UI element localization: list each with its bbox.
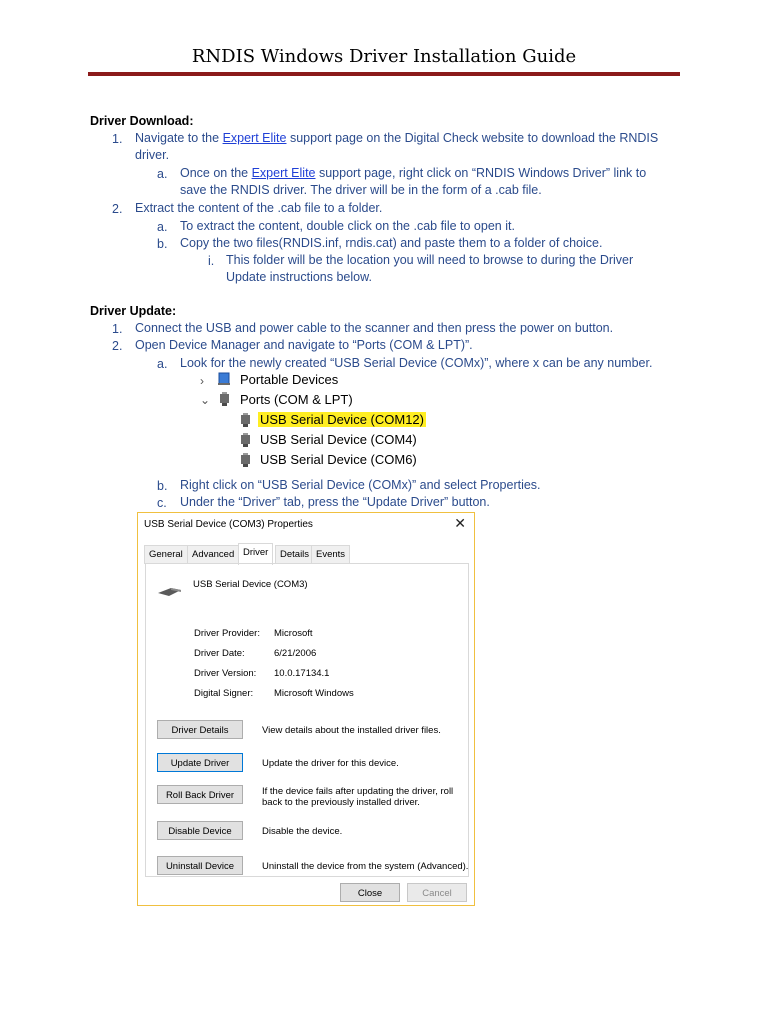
chevron-down-icon[interactable]: ⌄ [200,393,211,407]
step-text: support page, right click on “RNDIS Windows Driver” link to [315,166,647,180]
section-heading-update: Driver Update: [90,304,177,318]
download-step-2a: To extract the content, double click on the .cab file to open it. [180,219,515,233]
update-step-2b: Right click on “USB Serial Device (COMx)” and select Properties. [180,478,541,492]
list-number: 2. [112,339,123,353]
update-step-2a: Look for the newly created “USB Serial Device (COMx)”, where x can be any number. [180,356,653,370]
tree-item-usb-serial-device[interactable]: USB Serial Device (COM12) [260,412,424,427]
action-description: Uninstall the device from the system (Advanced). [262,861,469,872]
update-step-1: Connect the USB and power cable to the scanner and then press the power on button. [135,321,614,335]
action-description: back to the previously installed driver. [262,797,420,808]
tab-advanced[interactable]: Advanced [187,545,239,564]
step-text: Once on the [180,166,252,180]
driver-details-button[interactable]: Driver Details [157,720,243,739]
prop-value: 10.0.17134.1 [274,668,330,679]
list-letter: a. [157,167,168,181]
port-icon [240,433,251,447]
list-number: 1. [112,132,123,146]
list-letter: a. [157,220,168,234]
list-number: 1. [112,322,123,336]
expert-elite-link[interactable]: Expert Elite [251,166,316,180]
step-text: support page on the Digital Check website to download the RNDIS [286,131,659,145]
portable-device-icon [217,372,231,386]
usb-device-icon [157,584,183,598]
device-name: USB Serial Device (COM3) [193,579,308,590]
prop-label: Driver Version: [194,668,257,679]
list-letter: a. [157,357,168,371]
prop-value: 6/21/2006 [274,648,317,659]
prop-label: Digital Signer: [194,688,254,699]
update-step-2: Open Device Manager and navigate to “Ports (COM & LPT)”. [135,338,473,352]
tree-item-usb-serial-device[interactable]: USB Serial Device (COM4) [260,432,417,447]
port-icon [219,392,230,406]
download-step-1 [135,130,658,147]
prop-value: Microsoft Windows [274,688,354,699]
download-step-2bi-cont: Update instructions below. [226,270,372,284]
download-step-2b: Copy the two files(RNDIS.inf, rndis.cat) and paste them to a folder of choice. [180,236,603,250]
port-icon [240,413,251,427]
prop-label: Driver Date: [194,648,245,659]
action-description: If the device fails after updating the driver, roll [262,786,454,797]
dialog-title: USB Serial Device (COM3) Properties [144,519,313,530]
list-letter: c. [157,496,167,510]
prop-label: Driver Provider: [194,628,260,639]
tree-item-ports[interactable]: Ports (COM & LPT) [240,392,353,407]
download-step-1a [180,165,646,182]
tab-general[interactable]: General [144,545,188,564]
tree-item-usb-serial-device[interactable]: USB Serial Device (COM6) [260,452,417,467]
disable-device-button[interactable]: Disable Device [157,821,243,840]
chevron-right-icon[interactable]: › [200,374,204,388]
list-number: 2. [112,202,123,216]
download-step-2: Extract the content of the .cab file to a folder. [135,201,383,215]
list-roman: i. [208,254,215,268]
driver-tab-panel [145,563,469,877]
section-heading-download: Driver Download: [90,114,194,128]
uninstall-device-button[interactable]: Uninstall Device [157,856,243,875]
title-divider [88,72,680,76]
roll-back-driver-button[interactable]: Roll Back Driver [157,785,243,804]
tab-events[interactable]: Events [311,545,350,564]
document-title: RNDIS Windows Driver Installation Guide [191,46,577,67]
action-description: View details about the installed driver files. [262,725,441,736]
download-step-1-cont: driver. [135,148,170,162]
update-step-2c: Under the “Driver” tab, press the “Update Driver” button. [180,495,490,509]
cancel-button[interactable]: Cancel [407,883,467,902]
close-icon[interactable]: ✕ [454,515,466,531]
prop-value: Microsoft [274,628,313,639]
port-icon [240,453,251,467]
expert-elite-link[interactable]: Expert Elite [222,131,287,145]
download-step-2bi: This folder will be the location you will need to browse to during the Driver [226,253,634,267]
list-letter: b. [157,479,168,493]
properties-dialog [137,512,475,906]
close-button[interactable]: Close [340,883,400,902]
tab-driver[interactable]: Driver [238,543,273,565]
step-text: Navigate to the [135,131,223,145]
tree-item-portable-devices[interactable]: Portable Devices [240,372,339,387]
download-step-1a-cont: save the RNDIS driver. The driver will be in the form of a .cab file. [180,183,542,197]
action-description: Disable the device. [262,826,343,837]
update-driver-button[interactable]: Update Driver [157,753,243,772]
list-letter: b. [157,237,168,251]
tab-details[interactable]: Details [275,545,314,564]
action-description: Update the driver for this device. [262,758,399,769]
